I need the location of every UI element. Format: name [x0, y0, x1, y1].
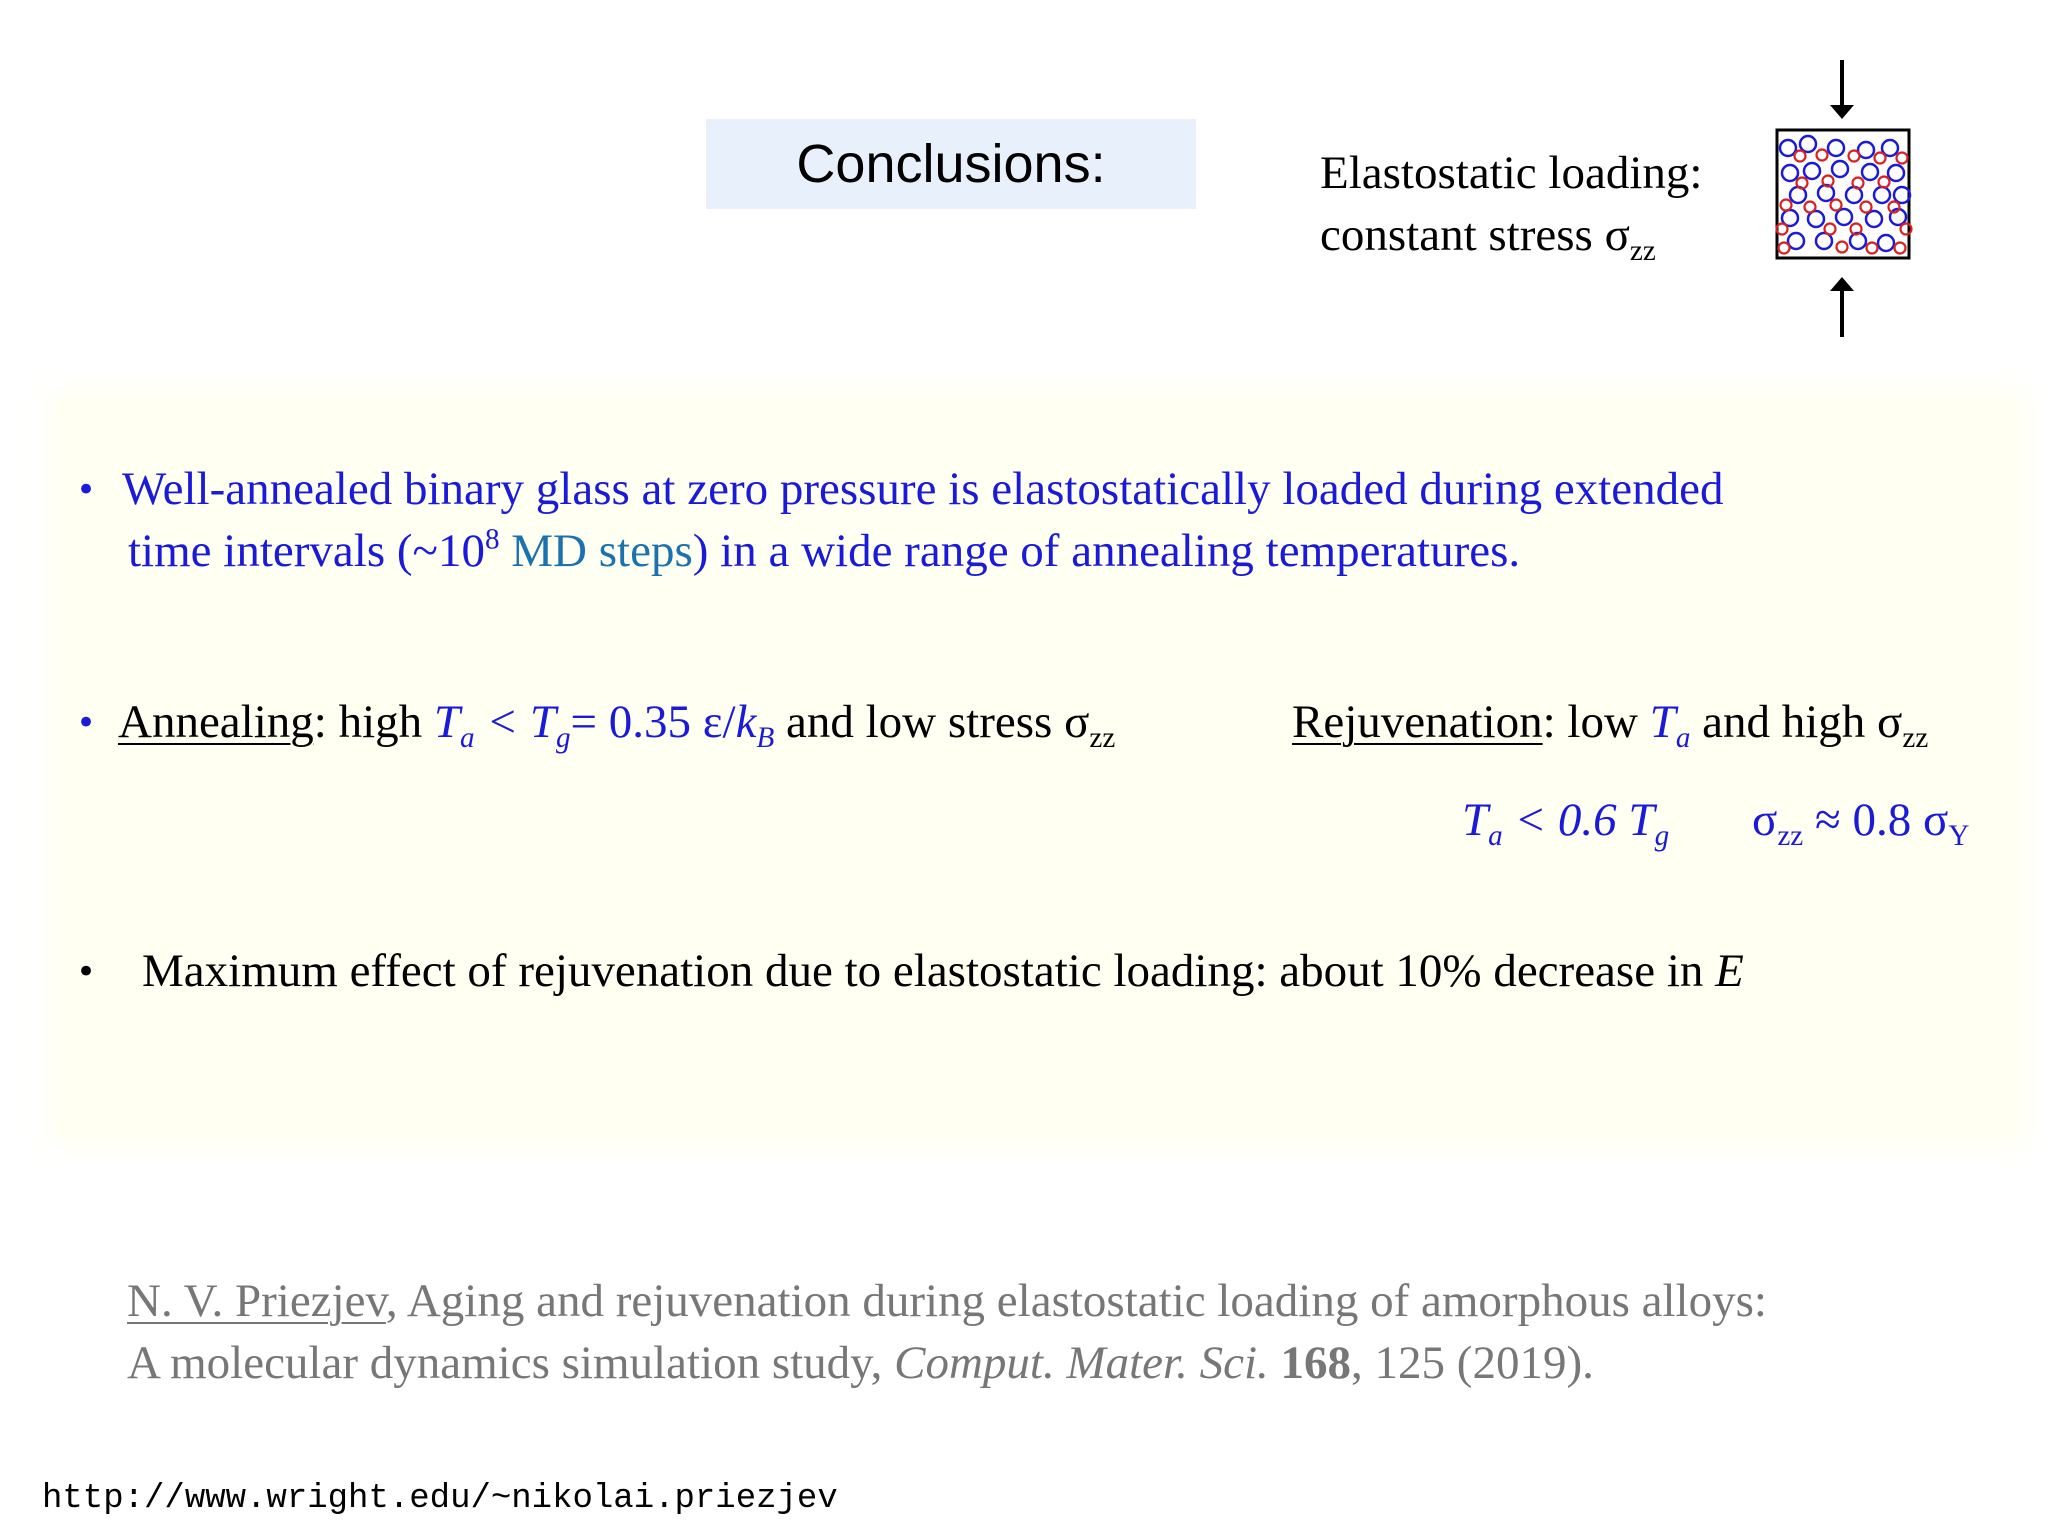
- bullet-1-text-a: time intervals (~10: [128, 525, 485, 577]
- bullet-3-marker: •: [76, 952, 97, 992]
- reference-pages: , 125 (2019).: [1351, 1337, 1594, 1389]
- slide-title: [706, 119, 1196, 209]
- E-symbol: E: [1715, 945, 1744, 997]
- rejuvenation-line: [1292, 695, 1929, 755]
- reference-line-1: [127, 1270, 1767, 1332]
- bottom-arrow-icon: [1830, 277, 1854, 337]
- bullet-1-text-b: ) in a wide range of annealing temperatures.: [692, 525, 1521, 577]
- reference-author: N. V. Priezjev: [127, 1275, 386, 1327]
- reference-line-2: [127, 1332, 1767, 1394]
- sigma-symbol-5: σ: [1923, 794, 1949, 846]
- a-subscript-2: a: [1675, 722, 1691, 755]
- g-subscript: g: [555, 722, 571, 755]
- k-symbol: k: [735, 696, 757, 748]
- zz-subscript-2: zz: [1089, 722, 1116, 755]
- bullet-3-text: Maximum effect of rejuvenation due to elastostatic loading: about 10% decrease in: [142, 945, 1716, 997]
- annealing-high: : high: [313, 696, 434, 748]
- rejuvenation-low: : low: [1542, 696, 1650, 748]
- loading-prefix: constant stress: [1320, 209, 1605, 261]
- lt-tg: < T: [474, 696, 556, 748]
- bullet-2-line: [118, 695, 1116, 755]
- slide-title-text: Conclusions:: [796, 134, 1106, 194]
- rejuvenation-label: Rejuvenation: [1292, 696, 1543, 748]
- T-symbol-2: T: [1649, 696, 1676, 748]
- Y-subscript: Y: [1948, 820, 1970, 853]
- reference-volume: 168: [1280, 1337, 1352, 1389]
- bullet-3-line: [142, 944, 1744, 998]
- a-subscript-3: a: [1488, 820, 1503, 853]
- bullet-1-marker: •: [76, 470, 97, 510]
- tg-value: = 0.35 ε/: [570, 696, 736, 748]
- T-symbol-4: T: [1628, 794, 1655, 846]
- approx-value: ≈ 0.8: [1803, 794, 1923, 846]
- sigma-subscript: zz: [1629, 235, 1656, 268]
- rejuvenation-condition-sigma: [1752, 793, 1970, 853]
- sigma-symbol-2: σ: [1064, 696, 1090, 748]
- sigma-symbol: σ: [1604, 209, 1630, 261]
- reference: [127, 1270, 1767, 1394]
- reference-title-b: A molecular dynamics simulation study,: [127, 1337, 895, 1389]
- and-high: and high: [1690, 696, 1878, 748]
- T-symbol-3: T: [1462, 794, 1489, 846]
- loading-diagram: [1770, 55, 1914, 345]
- sigma-symbol-4: σ: [1752, 794, 1778, 846]
- cond-lt: < 0.6: [1502, 794, 1629, 846]
- g-subscript-2: g: [1654, 820, 1670, 853]
- exponent: 8: [484, 523, 500, 556]
- loading-label: [1320, 142, 1702, 266]
- B-subscript: B: [756, 722, 775, 755]
- zz-subscript-3: zz: [1902, 722, 1929, 755]
- zz-subscript-4: zz: [1777, 820, 1804, 853]
- top-arrow-icon: [1830, 60, 1854, 119]
- bullet-1-line-1: Well-annealed binary glass at zero pressure is elastostatically loaded during extended: [122, 463, 1724, 515]
- sigma-symbol-3: σ: [1877, 696, 1903, 748]
- reference-title-a: , Aging and rejuvenation during elastostatic loading of amorphous alloys:: [385, 1275, 1767, 1327]
- md-steps-text: MD steps: [499, 525, 693, 577]
- and-low-stress: and low stress: [774, 696, 1065, 748]
- bullet-2-marker: •: [76, 703, 97, 743]
- T-symbol: T: [433, 696, 461, 748]
- footer-url: http://www.wright.edu/~nikolai.priezjev: [42, 1480, 838, 1518]
- loading-line-1: Elastostatic loading:: [1320, 147, 1703, 199]
- annealing-label: Annealing: [118, 696, 314, 748]
- a-subscript: a: [460, 722, 475, 755]
- loading-line-2: [1320, 204, 1702, 266]
- bullet-1-line-2: [128, 524, 1520, 578]
- rejuvenation-condition-t: [1462, 793, 1670, 853]
- reference-journal: Comput. Mater. Sci.: [894, 1337, 1269, 1389]
